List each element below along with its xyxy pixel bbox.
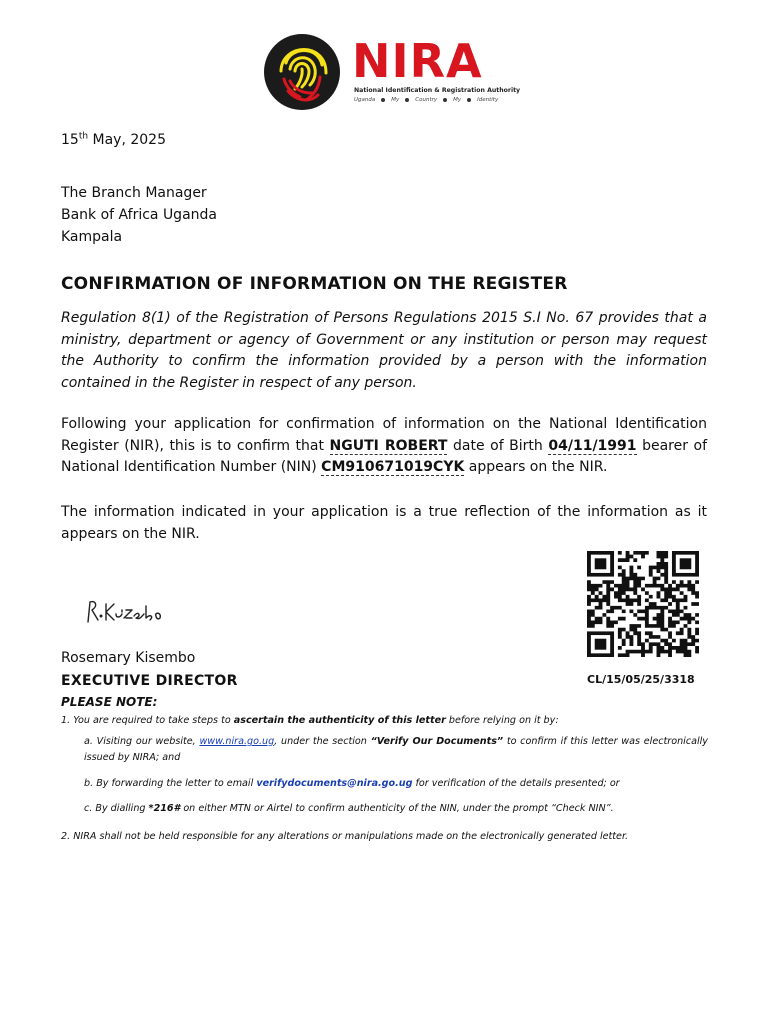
date-suffix: th <box>78 131 89 142</box>
note-text: a. Visiting our website, <box>84 736 200 747</box>
date-of-birth: 04/11/1991 <box>548 437 637 454</box>
note-1b <box>84 776 708 792</box>
nira-logo <box>262 33 521 113</box>
logo-subtitle: National Identification & Registration Authority <box>354 87 521 94</box>
note-text: on either MTN or Airtel to confirm authenticity of the NIN, under the prompt “Check NIN”. <box>180 803 614 814</box>
confirm-text: Following your application for confirmation of information on the National Identification Register (NIR), this is to confirm that <box>61 416 707 454</box>
motto-word: My <box>453 97 462 103</box>
recipient-address <box>61 182 217 248</box>
confirm-text: date of Birth <box>447 437 549 454</box>
logo-motto <box>354 97 498 103</box>
motto-dot-icon <box>405 98 409 102</box>
holder-name: NGUTI ROBERT <box>329 437 448 454</box>
note-1 <box>61 713 711 729</box>
confirm-text: bearer of National Identification Number (NIN) <box>61 437 708 475</box>
signatory-name: Rosemary Kisembo <box>61 650 196 666</box>
address-line: Bank of Africa Uganda <box>61 207 217 223</box>
note-2: 2. NIRA shall not be held responsible for any alterations or manipulations made on the electronically generated letter. <box>61 831 629 842</box>
note-emphasis: “Verify Our Documents” <box>370 736 504 747</box>
fingerprint-emblem-icon <box>262 33 342 111</box>
note-text: 1. You are required to take steps to <box>61 715 234 726</box>
notes-heading: PLEASE NOTE: <box>61 695 158 709</box>
note-1c <box>84 801 708 817</box>
letter-date <box>61 132 166 148</box>
confirmation-paragraph <box>61 414 707 479</box>
motto-word: My <box>391 97 400 103</box>
letter-title: CONFIRMATION OF INFORMATION ON THE REGISTER <box>61 274 568 294</box>
motto-dot-icon <box>467 98 471 102</box>
note-emphasis: ascertain the authenticity of this letter <box>233 715 446 726</box>
confirm-text: appears on the NIR. <box>464 459 608 475</box>
signatory-title: EXECUTIVE DIRECTOR <box>61 673 238 689</box>
note-text: c. By dialling <box>84 803 149 814</box>
date-rest: May, 2025 <box>88 132 166 148</box>
logo-wordmark: NIRA <box>352 34 483 88</box>
motto-word: Identity <box>477 97 499 103</box>
qr-code-icon <box>587 551 699 657</box>
note-text: for verification of the details presented; or <box>412 778 620 789</box>
regulation-paragraph: Regulation 8(1) of the Registration of Persons Regulations 2015 S.I No. 67 provides that a ministry, department or agency of Government or any institution or person may request the Authority to confirm the information provided by a person with the information contained in the Register in respect of any person. <box>61 310 707 391</box>
website-link[interactable]: www.nira.go.ug <box>199 736 275 747</box>
note-text: , under the section <box>274 736 371 747</box>
address-line: The Branch Manager <box>61 185 207 201</box>
nin-number: CM910671019CYK <box>321 459 465 475</box>
ussd-code: *216# <box>148 803 181 814</box>
motto-word: Country <box>415 97 438 103</box>
motto-dot-icon <box>443 98 447 102</box>
verify-email-link[interactable]: verifydocuments@nira.go.ug <box>256 778 413 789</box>
motto-word: Uganda <box>354 97 376 103</box>
motto-dot-icon <box>381 98 385 102</box>
note-text: before relying on it by: <box>445 715 559 726</box>
note-text: to confirm if this letter was electronically issued by NIRA; and <box>84 736 708 763</box>
reference-number: CL/15/05/25/3318 <box>587 673 695 686</box>
truth-paragraph: The information indicated in your application is a true reflection of the information as it appears on the NIR. <box>61 504 707 542</box>
note-text: b. By forwarding the letter to email <box>84 778 257 789</box>
signature-icon <box>84 596 176 626</box>
address-line: Kampala <box>61 229 123 245</box>
date-day: 15 <box>61 132 79 148</box>
note-1a <box>84 734 708 766</box>
